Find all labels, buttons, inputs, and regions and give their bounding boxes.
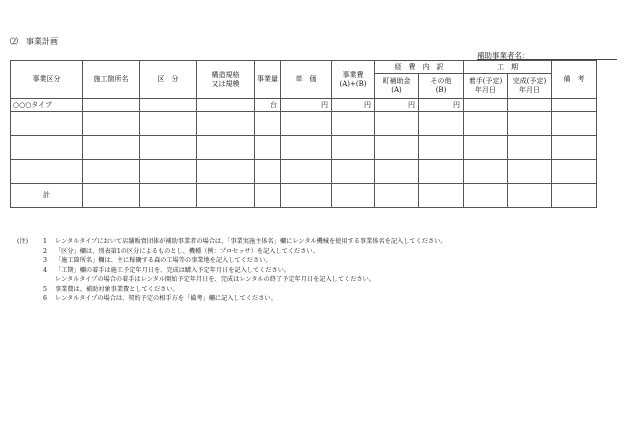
row-type-label: ○○○タイプ (11, 99, 83, 112)
header-schedule: 工 期 (464, 61, 552, 74)
total-row (11, 184, 597, 208)
note-item: 2 「区分」欄は、別表第1の区分によるものとし、機種（例：プロセッサ）を記入してください。 (43, 247, 319, 255)
header-qty: 事業量 (255, 61, 281, 99)
header-unit-price: 単 価 (281, 61, 332, 99)
cell-class (140, 99, 197, 112)
cell-cost-unit: 円 (332, 99, 375, 112)
note-item-continuation: レンタルタイプの場合の着手はレンタル開始予定年月日を、完成はレンタルの終了予定年月日を記入してください。 (55, 276, 375, 283)
cell-start (464, 99, 508, 112)
header-remarks: 備 考 (552, 61, 597, 99)
note-item: 5 事業費は、補助対象事業費としてください。 (43, 285, 179, 293)
applicant-label: 補助事業者名： (477, 51, 530, 60)
cell-unit-price-unit: 円 (281, 99, 332, 112)
cell-spec (197, 99, 255, 112)
cell-subsidy-unit: 円 (375, 99, 419, 112)
note-item: 6 レンタルタイプの場合は、契約予定の相手方を「備考」欄に記入してください。 (43, 295, 277, 302)
table-row (11, 160, 597, 184)
cell-site (83, 99, 140, 112)
notes-section (17, 237, 447, 304)
header-site: 施工箇所名 (83, 61, 140, 99)
table-row (11, 112, 597, 136)
note-item: 4 「工期」欄の着手は施工予定年月日を、完成は購入予定年月日を記入してください。 (43, 266, 291, 274)
cell-remarks (552, 99, 597, 112)
business-plan-table (10, 60, 597, 208)
header-breakdown: 経 費 内 訳 (375, 61, 464, 74)
table-row (11, 136, 597, 160)
header-cost: 事業費 (A)+(B) (332, 61, 375, 99)
header-other: その他 (B) (419, 74, 464, 99)
total-label: 計 (11, 184, 83, 208)
section-title: ⑵ 事業計画 (10, 37, 58, 46)
header-town-subsidy: 町補助金 (A) (375, 74, 419, 99)
note-item: 3 「施工箇所名」欄は、主に稼働する森の工場等の事業地を記入してください。 (43, 257, 272, 264)
header-finish: 完成(予定) 年月日 (508, 74, 552, 99)
header-category: 事業区分 (11, 61, 83, 99)
cell-finish (508, 99, 552, 112)
header-class: 区 分 (140, 61, 197, 99)
header-start: 着手(予定) 年月日 (464, 74, 508, 99)
header-spec: 構造規格 又は規模 (197, 61, 255, 99)
cell-qty-unit: 台 (255, 99, 281, 112)
cell-other-unit: 円 (419, 99, 464, 112)
notes-marker: (注) (17, 238, 29, 245)
table-row (11, 99, 597, 112)
note-item: (注) 1 レンタルタイプにおいて店舗販賣団体が補助事業者の場合は、「事業実施主体名」欄にレンタル機械を使用する事業体名を記入してください。 (17, 238, 447, 245)
